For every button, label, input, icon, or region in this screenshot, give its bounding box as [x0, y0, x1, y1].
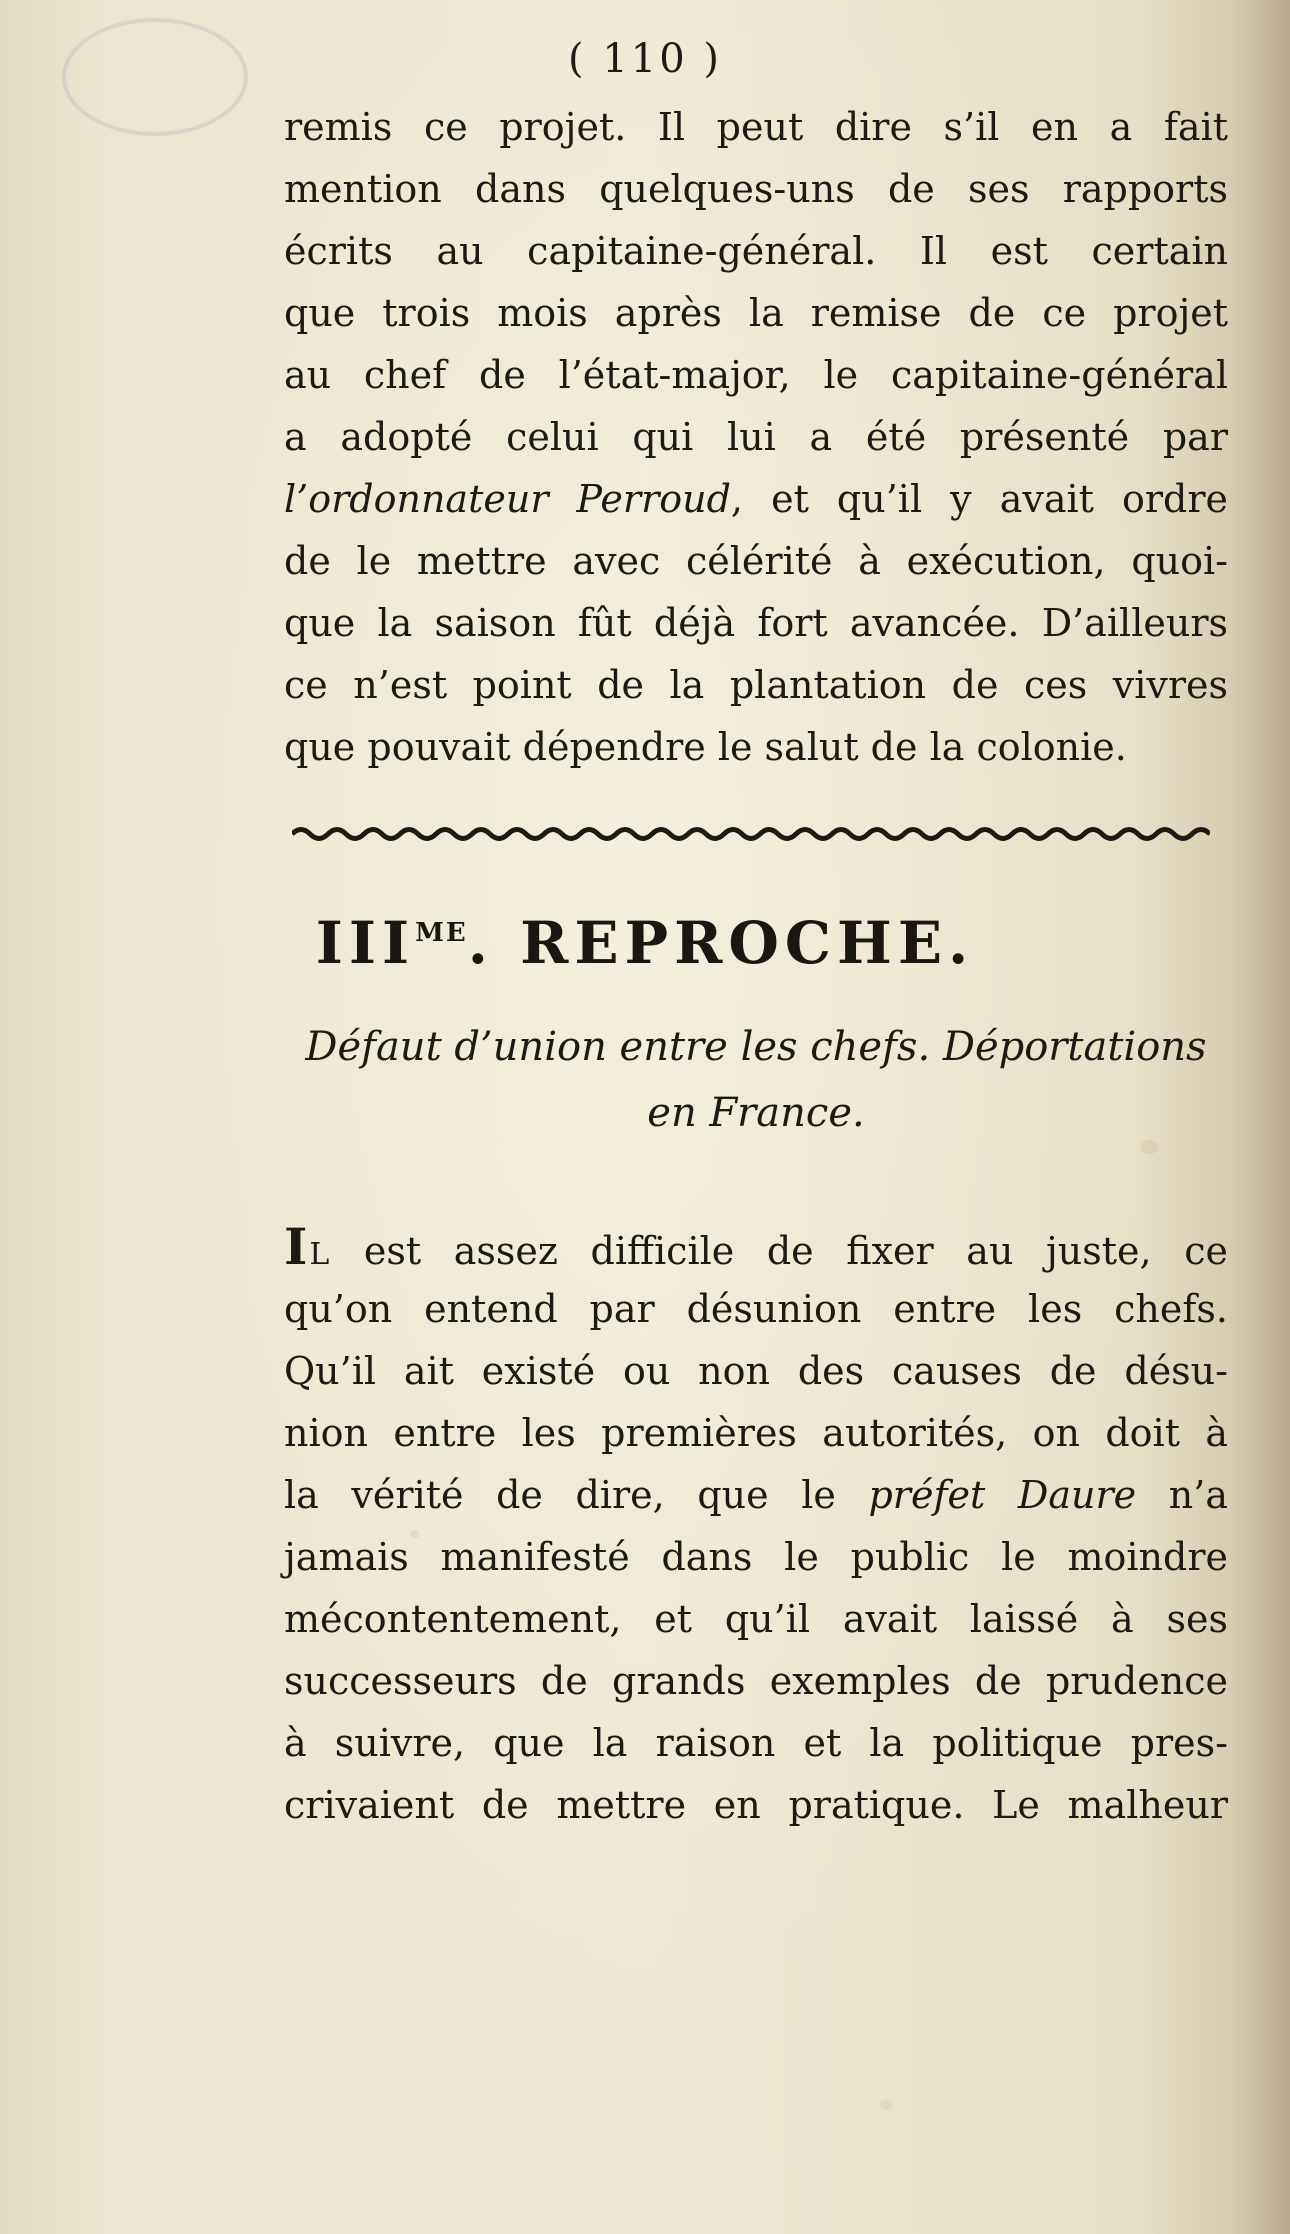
- body-paragraph: [284, 1216, 1228, 1836]
- text-line: que trois mois après la remise de ce projet: [284, 291, 1228, 335]
- text-run: est assez difficile de fixer au juste, ce: [331, 1229, 1228, 1273]
- text-line: successeurs de grands exemples de prudence: [284, 1659, 1228, 1703]
- text-line: Qu’il ait existé ou non des causes de désu-: [284, 1349, 1228, 1393]
- foxing-spot: [880, 2100, 892, 2110]
- subtitle-line: en France.: [647, 1090, 865, 1136]
- italic-name: l’ordonnateur Perroud: [284, 477, 731, 521]
- text-line: mécontentement, et qu’il avait laissé à ses: [284, 1597, 1228, 1641]
- text-line: de le mettre avec célérité à exécution, quoi-: [284, 539, 1228, 583]
- text-run: la vérité de dire, que le: [284, 1473, 869, 1517]
- page-edge-shadow: [1230, 0, 1290, 2234]
- text-line: ce n’est point de la plantation de ces vivres: [284, 663, 1228, 707]
- text-line: nion entre les premières autorités, on doit à: [284, 1411, 1228, 1455]
- chapter-subtitle: [284, 1014, 1228, 1146]
- page-number: ( 110 ): [568, 36, 722, 82]
- ornamental-rule: [292, 822, 1210, 846]
- italic-name: préfet Daure: [868, 1473, 1137, 1517]
- text-line: au chef de l’état-major, le capitaine-général: [284, 353, 1228, 397]
- heading-superscript: ME: [415, 918, 468, 948]
- text-line: remis ce projet. Il peut dire s’il en a fait: [284, 105, 1228, 149]
- text-line: crivaient de mettre en pratique. Le malheur: [284, 1783, 1228, 1827]
- text-line: a adopté celui qui lui a été présenté par: [284, 415, 1228, 459]
- text-line: [284, 1216, 1228, 1278]
- text-run: n’a: [1136, 1473, 1228, 1517]
- chapter-heading: [0, 888, 1290, 988]
- continuation-paragraph: [284, 96, 1228, 778]
- subtitle-line: Défaut d’union entre les chefs. Déportations: [305, 1024, 1207, 1070]
- text-line: [284, 1464, 1228, 1526]
- text-line: que la saison fût déjà fort avancée. D’ailleurs: [284, 601, 1228, 645]
- text-line: écrits au capitaine-général. Il est certain: [284, 229, 1228, 273]
- text-run: , et qu’il y avait ordre: [730, 477, 1229, 521]
- text-line: [284, 468, 1228, 530]
- heading-numeral: III: [315, 909, 416, 977]
- text-line: qu’on entend par désunion entre les chefs.: [284, 1287, 1228, 1331]
- drop-cap: I: [284, 1217, 310, 1276]
- text-line: que pouvait dépendre le salut de la colonie.: [284, 725, 1127, 769]
- text-line: jamais manifesté dans le public le moindre: [284, 1535, 1228, 1579]
- text-line: à suivre, que la raison et la politique pres-: [284, 1721, 1228, 1765]
- heading-title: . REPROCHE.: [467, 909, 975, 977]
- text-line: mention dans quelques-uns de ses rapports: [284, 167, 1228, 211]
- small-cap: L: [309, 1237, 332, 1272]
